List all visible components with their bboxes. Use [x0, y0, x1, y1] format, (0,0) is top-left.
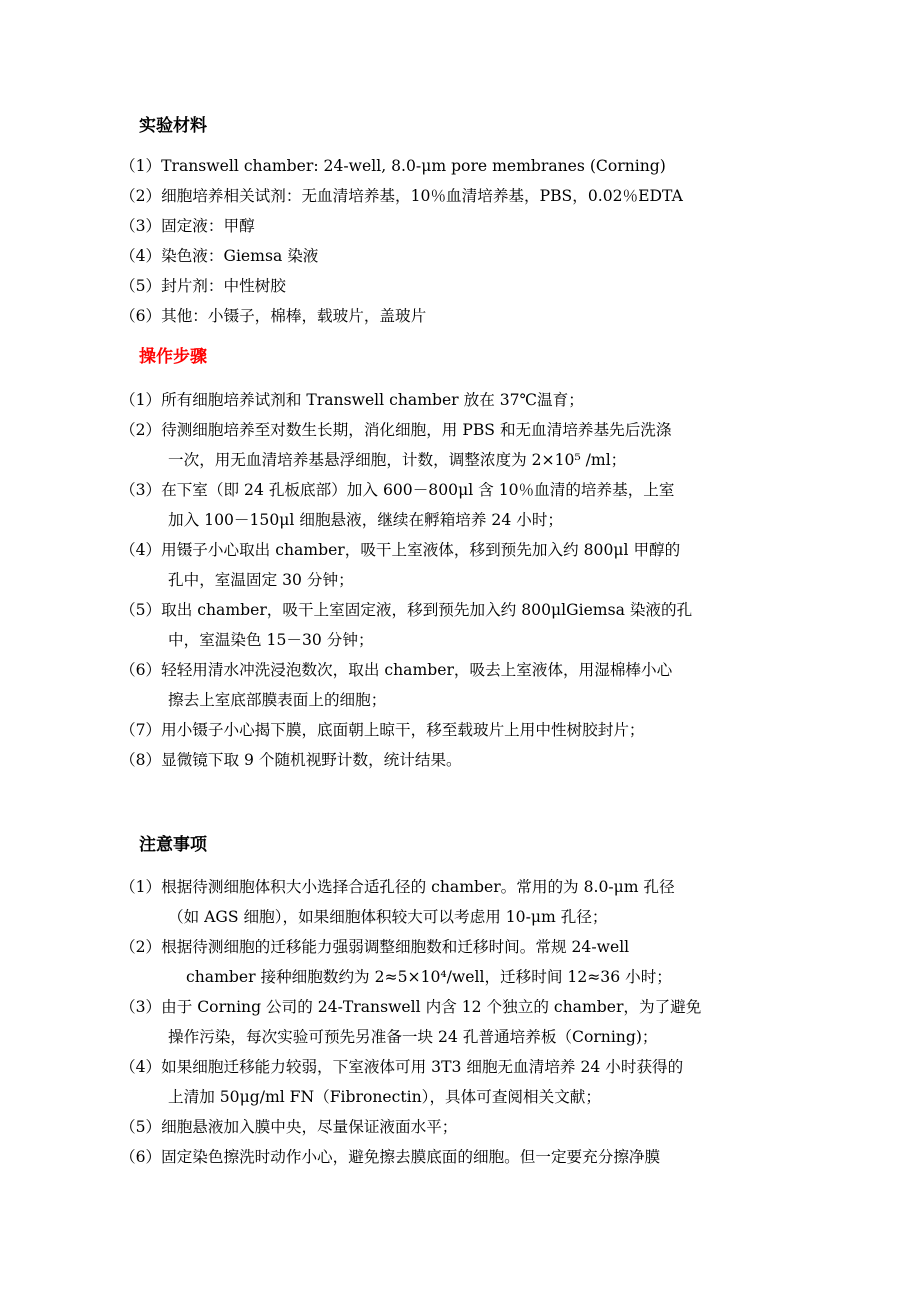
list-item-line: 操作污染，每次实验可预先另准备一块 24 孔普通培养板（Corning)；: [168, 1028, 658, 1046]
list-item-line: （5）细胞悬液加入膜中央，尽量保证液面水平；: [120, 1118, 458, 1136]
list-item-line: （3）在下室（即 24 孔板底部）加入 600－800μl 含 10％血清的培养基，上室: [120, 481, 675, 499]
list-item: [120, 1052, 800, 1112]
list-item-line: （5）取出 chamber，吸干上室固定液，移到预先加入约 800μlGiemsa 染液的孔: [120, 601, 693, 619]
list-item: [120, 932, 800, 992]
list-item-line: （1）所有细胞培养试剂和 Transwell chamber 放在 37℃温育；: [120, 391, 584, 409]
list-item-line: （3）由于 Corning 公司的 24-Transwell 内含 12 个独立的 chamber，为了避免: [120, 998, 702, 1016]
list-item-line: 擦去上室底部膜表面上的细胞；: [168, 691, 387, 709]
section-title-notes: 注意事项: [139, 835, 207, 855]
list-item-line: 孔中，室温固定 30 分钟；: [168, 571, 354, 589]
list-item: [120, 1112, 800, 1142]
list-item-line: 中，室温染色 15－30 分钟；: [168, 631, 374, 649]
list-item-line: （6）固定染色擦洗时动作小心，避免擦去膜底面的细胞。但一定要充分擦净膜: [120, 1148, 661, 1166]
list-item: [120, 475, 800, 535]
list-item-line: 上清加 50μg/ml FN（Fibronectin），具体可查阅相关文献；: [168, 1088, 601, 1106]
list-item-line: （6）轻轻用清水冲洗浸泡数次，取出 chamber，吸去上室液体，用湿棉棒小心: [120, 661, 673, 679]
list-item: [120, 872, 800, 932]
list-item-line: （4）用镊子小心取出 chamber，吸干上室液体，移到预先加入约 800μl 甲醇的: [120, 541, 681, 559]
list-item: [120, 415, 800, 475]
section-title-procedure: 操作步骤: [139, 347, 207, 367]
list-item: （6）其他：小镊子，棉棒，载玻片，盖玻片: [120, 307, 427, 325]
list-item: [120, 1142, 800, 1172]
list-item: （5）封片剂：中性树胶: [120, 277, 286, 295]
list-item: [120, 992, 800, 1052]
list-item: （1）Transwell chamber: 24-well, 8.0-μm pore membranes (Corning): [120, 157, 666, 175]
list-item-line: 一次，用无血清培养基悬浮细胞，计数，调整浓度为 2×10⁵ /ml；: [168, 451, 627, 469]
list-item-line: （7）用小镊子小心揭下膜，底面朝上晾干，移至载玻片上用中性树胶封片；: [120, 721, 645, 739]
list-item: （3）固定液：甲醇: [120, 217, 255, 235]
list-item: [120, 655, 800, 715]
list-item: （2）细胞培养相关试剂：无血清培养基，10％血清培养基，PBS，0.02％EDTA: [120, 187, 683, 205]
list-item: [120, 595, 800, 655]
list-item: [120, 715, 800, 745]
list-item-line: （2）根据待测细胞的迁移能力强弱调整细胞数和迁移时间。常规 24-well: [120, 938, 630, 956]
list-item: （4）染色液：Giemsa 染液: [120, 247, 319, 265]
list-item-line: 加入 100－150μl 细胞悬液，继续在孵箱培养 24 小时；: [168, 511, 564, 529]
list-item-line: （2）待测细胞培养至对数生长期，消化细胞，用 PBS 和无血清培养基先后洗涤: [120, 421, 672, 439]
list-item-line: （1）根据待测细胞体积大小选择合适孔径的 chamber。常用的为 8.0-μm 孔径: [120, 878, 675, 896]
list-item-line: （4）如果细胞迁移能力较弱，下室液体可用 3T3 细胞无血清培养 24 小时获得的: [120, 1058, 684, 1076]
list-item-line: （如 AGS 细胞），如果细胞体积较大可以考虑用 10-μm 孔径；: [168, 908, 608, 926]
list-item-line: （8）显微镜下取 9 个随机视野计数，统计结果。: [120, 751, 462, 769]
list-item: [120, 385, 800, 415]
list-item-line: chamber 接种细胞数约为 2≈5×10⁴/well，迁移时间 12≈36 小时；: [186, 968, 672, 986]
list-item: [120, 745, 800, 775]
section-title-materials: 实验材料: [139, 116, 207, 136]
list-item: [120, 535, 800, 595]
